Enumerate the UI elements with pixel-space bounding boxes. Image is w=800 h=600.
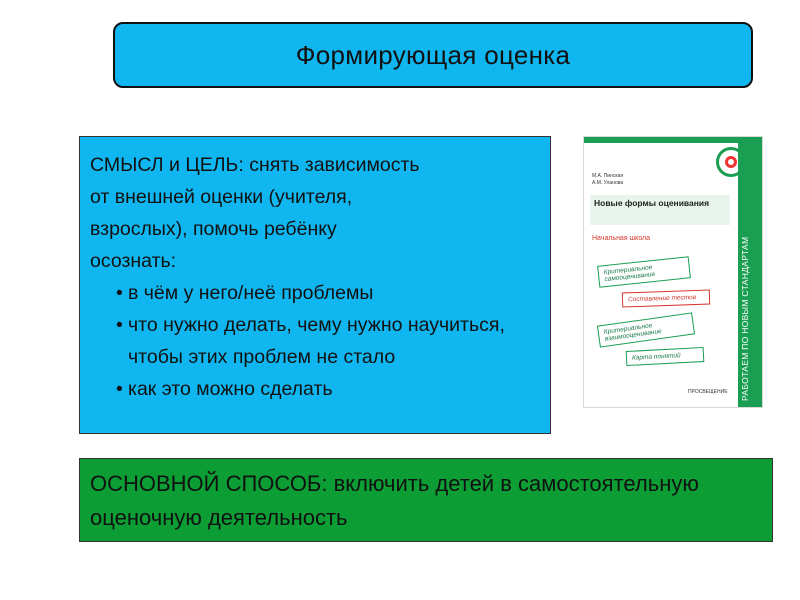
book-spine-text: РАБОТАЕМ ПО НОВЫМ СТАНДАРТАМ xyxy=(740,236,750,401)
main-method-text: ОСНОВНОЙ СПОСОБ: включить детей в самостоятельную оценочную деятельность xyxy=(90,471,699,530)
book-author: А.М. Уланова xyxy=(592,180,624,186)
main-method-box xyxy=(79,458,773,542)
book-spine xyxy=(738,137,762,408)
meaning-line: осознать: xyxy=(90,250,177,272)
meaning-line: СМЫСЛ и ЦЕЛЬ: снять зависимость xyxy=(90,154,420,176)
bullet-item: • как это можно сделать xyxy=(116,373,540,405)
book-card: Критериальное самооценивание xyxy=(597,256,691,287)
book-title: Новые формы оценивания xyxy=(590,195,730,225)
publisher-name: ПРОСВЕЩЕНИЕ xyxy=(688,389,728,395)
book-authors xyxy=(592,173,623,187)
meaning-line: взрослых), помочь ребёнку xyxy=(90,218,337,240)
book-top-bar xyxy=(584,137,763,143)
book-cover-image xyxy=(583,136,763,408)
bullet-item: • в чём у него/неё проблемы xyxy=(116,277,540,309)
meaning-line: от внешней оценки (учителя, xyxy=(90,186,353,208)
book-author: М.А. Пинская xyxy=(592,173,624,179)
bullet-item: • что нужно делать, чему нужно научиться, чтобы этих проблем не стало xyxy=(116,309,540,373)
meaning-bullet-list xyxy=(90,277,540,405)
slide-title-box xyxy=(113,22,753,88)
book-subtitle: Начальная школа xyxy=(592,235,651,242)
book-card: Карта понятий xyxy=(626,347,705,366)
meaning-goal-box xyxy=(79,136,551,434)
book-card: Критериальное взаимооценивание xyxy=(597,312,695,347)
slide-title: Формирующая оценка xyxy=(295,39,571,70)
book-card: Составление тестов xyxy=(622,289,710,307)
